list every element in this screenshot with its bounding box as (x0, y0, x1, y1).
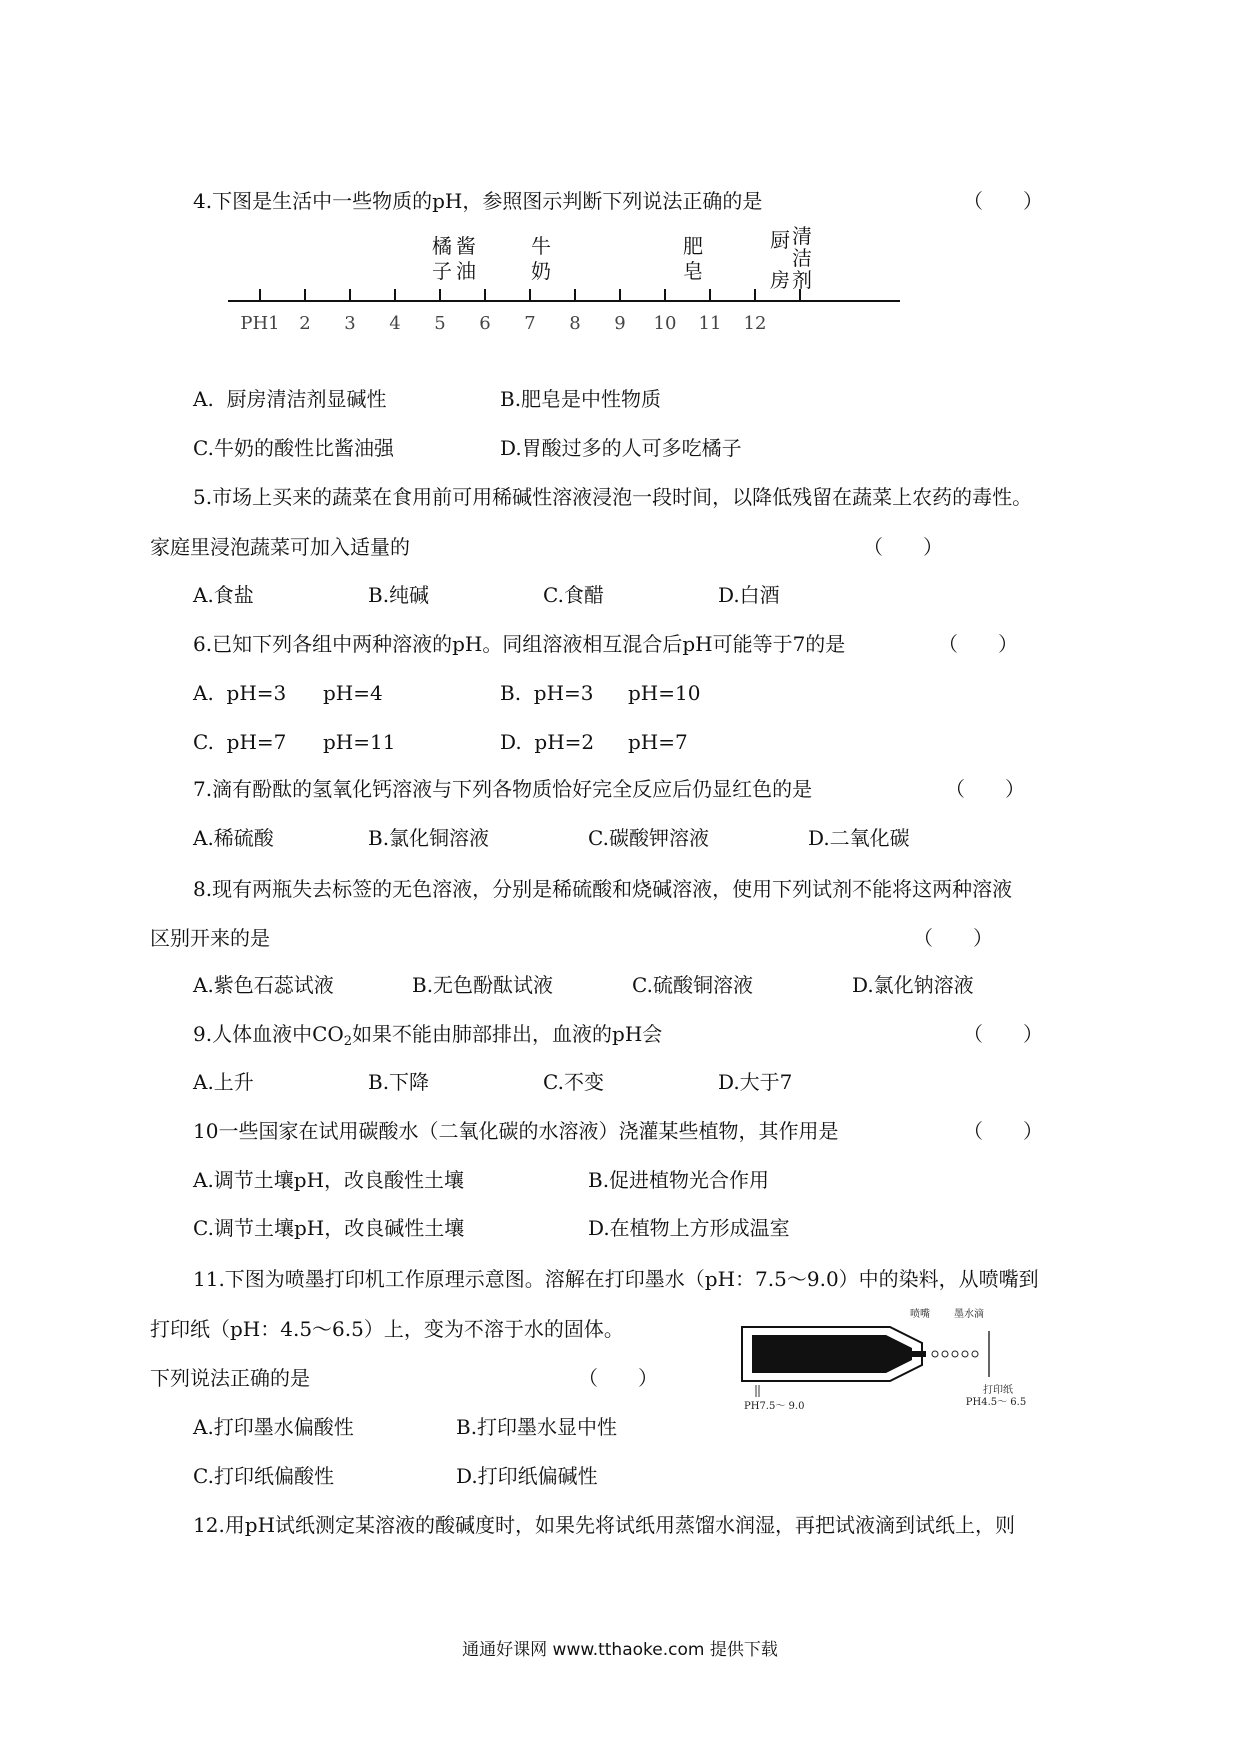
q9-stem-post: 如果不能由肺部排出，血液的pH会 (352, 1022, 663, 1046)
q7-option-a: A.稀硫酸 (193, 826, 274, 850)
q8-stem-line2: 区别开来的是 (150, 926, 270, 950)
label-cleaner-3: 清 (792, 225, 812, 248)
q6-stem: 6.已知下列各组中两种溶液的pH。同组溶液相互混合后pH可能等于7的是 (193, 632, 846, 656)
q12-stem-line1: 12.用pH试纸测定某溶液的酸碱度时，如果先将试纸用蒸馏水润湿，再把试液滴到试纸上，则 (193, 1513, 1016, 1537)
q10-option-a: A.调节土壤pH，改良酸性土壤 (193, 1168, 465, 1192)
q10-stem: 10一些国家在试用碳酸水（二氧化碳的水溶液）浇灌某些植物，其作用是 (193, 1119, 839, 1143)
paper-label: 打印纸 (983, 1385, 1013, 1396)
q10-option-b: B.促进植物光合作用 (588, 1168, 770, 1192)
ph-tick-label: 5 (434, 313, 446, 334)
q5-option-b: B.纯碱 (368, 583, 430, 607)
ph-axis-label: PH1 (240, 313, 280, 334)
q4-option-b: B.肥皂是中性物质 (500, 387, 662, 411)
ph-tick-label: 11 (698, 313, 722, 334)
q6-option-b-1: B. pH=3 (500, 681, 594, 705)
ph-tick-label: 9 (614, 313, 626, 334)
label-milk-2: 奶 (531, 259, 551, 283)
label-cleaner-1: 厨 (770, 228, 790, 252)
ph-scale-figure (220, 225, 910, 340)
q11-answer-paren: （ ） (578, 1366, 658, 1390)
inkjet-diagram (740, 1305, 1060, 1415)
page-footer: 通通好课网 www.tthaoke.com 提供下载 (462, 1640, 778, 1660)
label-cleaner-2: 房 (770, 268, 790, 292)
label-cleaner-5: 剂 (792, 268, 812, 292)
ph-tick-label: 6 (479, 313, 491, 334)
q6-option-a-1: A. pH=3 (193, 681, 287, 705)
q11-option-a: A.打印墨水偏酸性 (193, 1415, 354, 1439)
q5-answer-paren: （ ） (863, 535, 943, 559)
q8-answer-paren: （ ） (913, 926, 993, 950)
ph-ticks (260, 289, 800, 301)
q7-option-d: D.二氧化碳 (808, 826, 910, 850)
label-soy-2: 油 (456, 259, 476, 283)
label-soap-1: 肥 (683, 234, 703, 258)
ph-item-labels (432, 225, 812, 292)
ink-droplets (932, 1351, 978, 1357)
q11-option-c: C.打印纸偏酸性 (193, 1464, 334, 1488)
ph-tick-label: 7 (524, 313, 536, 334)
label-orange-1: 橘 (432, 234, 452, 258)
q9-option-a: A.上升 (193, 1070, 254, 1094)
q8-option-b: B.无色酚酞试液 (412, 973, 554, 997)
q8-option-d: D.氯化钠溶液 (852, 973, 974, 997)
q5-option-d: D.白酒 (718, 583, 780, 607)
nozzle (912, 1351, 926, 1357)
q10-answer-paren: （ ） (963, 1119, 1043, 1143)
q5-option-c: C.食醋 (543, 583, 604, 607)
q7-stem: 7.滴有酚酞的氢氧化钙溶液与下列各物质恰好完全反应后仍显红色的是 (193, 777, 813, 801)
q8-option-c: C.硫酸铜溶液 (632, 973, 753, 997)
q11-stem-line3: 下列说法正确的是 (150, 1366, 310, 1390)
q4-answer-paren: （ ） (963, 189, 1043, 213)
q5-option-a: A.食盐 (193, 583, 254, 607)
q5-stem-line2: 家庭里浸泡蔬菜可加入适量的 (150, 535, 410, 559)
q5-stem-line1: 5.市场上买来的蔬菜在食用前可用稀碱性溶液浸泡一段时间，以降低残留在蔬菜上农药的毒性。 (193, 485, 1033, 509)
label-cleaner-4: 洁 (792, 246, 812, 270)
q9-option-c: C.不变 (543, 1070, 604, 1094)
q6-option-a-2: pH=4 (323, 681, 383, 705)
ph-tick-label: 12 (743, 313, 767, 334)
q4-stem: 4.下图是生活中一些物质的pH，参照图示判断下列说法正确的是 (193, 189, 763, 213)
label-soy-1: 酱 (456, 234, 476, 258)
q6-option-b-2: pH=10 (628, 681, 701, 705)
q6-option-c-2: pH=11 (323, 730, 396, 754)
q6-option-d-1: D. pH=2 (500, 730, 595, 754)
ink-ph-label: PH7.5～ 9.0 (744, 1401, 805, 1412)
q7-option-b: B.氯化铜溶液 (368, 826, 490, 850)
q8-option-a: A.紫色石蕊试液 (193, 973, 334, 997)
ink-drop-label: 墨水滴 (954, 1309, 984, 1320)
q4-option-d: D.胃酸过多的人可多吃橘子 (500, 436, 742, 460)
q11-stem-line1: 11.下图为喷墨打印机工作原理示意图。溶解在打印墨水（pH：7.5～9.0）中的染料，从喷嘴到 (193, 1267, 1039, 1291)
q9-stem-subscript: 2 (343, 1034, 353, 1049)
q6-option-c-1: C. pH=7 (193, 730, 287, 754)
q6-option-d-2: pH=7 (628, 730, 688, 754)
q9-stem-pre: 9.人体血液中CO (193, 1022, 344, 1046)
q9-stem (193, 1020, 662, 1056)
q11-option-b: B.打印墨水显中性 (456, 1415, 618, 1439)
q7-answer-paren: （ ） (945, 777, 1025, 801)
q11-option-d: D.打印纸偏碱性 (456, 1464, 598, 1488)
ph-tick-label: 4 (389, 313, 401, 334)
ph-tick-label: 3 (344, 313, 356, 334)
ph-tick-label: 10 (653, 313, 677, 334)
q8-stem-line1: 8.现有两瓶失去标签的无色溶液，分别是稀硫酸和烧碱溶液，使用下列试剂不能将这两种溶液 (193, 877, 1013, 901)
q9-option-d: D.大于7 (718, 1070, 793, 1094)
q4-option-a: A. 厨房清洁剂显碱性 (193, 387, 387, 411)
label-soap-2: 皂 (683, 259, 703, 283)
cartridge-ink-fill (752, 1335, 912, 1373)
q9-option-b: B.下降 (368, 1070, 430, 1094)
q11-stem-line2: 打印纸（pH：4.5～6.5）上，变为不溶于水的固体。 (150, 1317, 624, 1341)
q10-option-c: C.调节土壤pH，改良碱性土壤 (193, 1216, 465, 1240)
q6-answer-paren: （ ） (938, 632, 1018, 656)
paper-ph-label: PH4.5～ 6.5 (965, 1397, 1027, 1408)
nozzle-label: 喷嘴 (910, 1309, 930, 1320)
q10-option-d: D.在植物上方形成温室 (588, 1216, 790, 1240)
label-milk-1: 牛 (531, 234, 551, 258)
label-orange-2: 子 (432, 259, 452, 283)
ph-tick-label: 2 (299, 313, 311, 334)
ph-tick-label: 8 (569, 313, 581, 334)
q4-option-c: C.牛奶的酸性比酱油强 (193, 436, 394, 460)
q9-answer-paren: （ ） (963, 1022, 1043, 1046)
ph-tick-labels (299, 313, 766, 334)
q7-option-c: C.碳酸钾溶液 (588, 826, 709, 850)
